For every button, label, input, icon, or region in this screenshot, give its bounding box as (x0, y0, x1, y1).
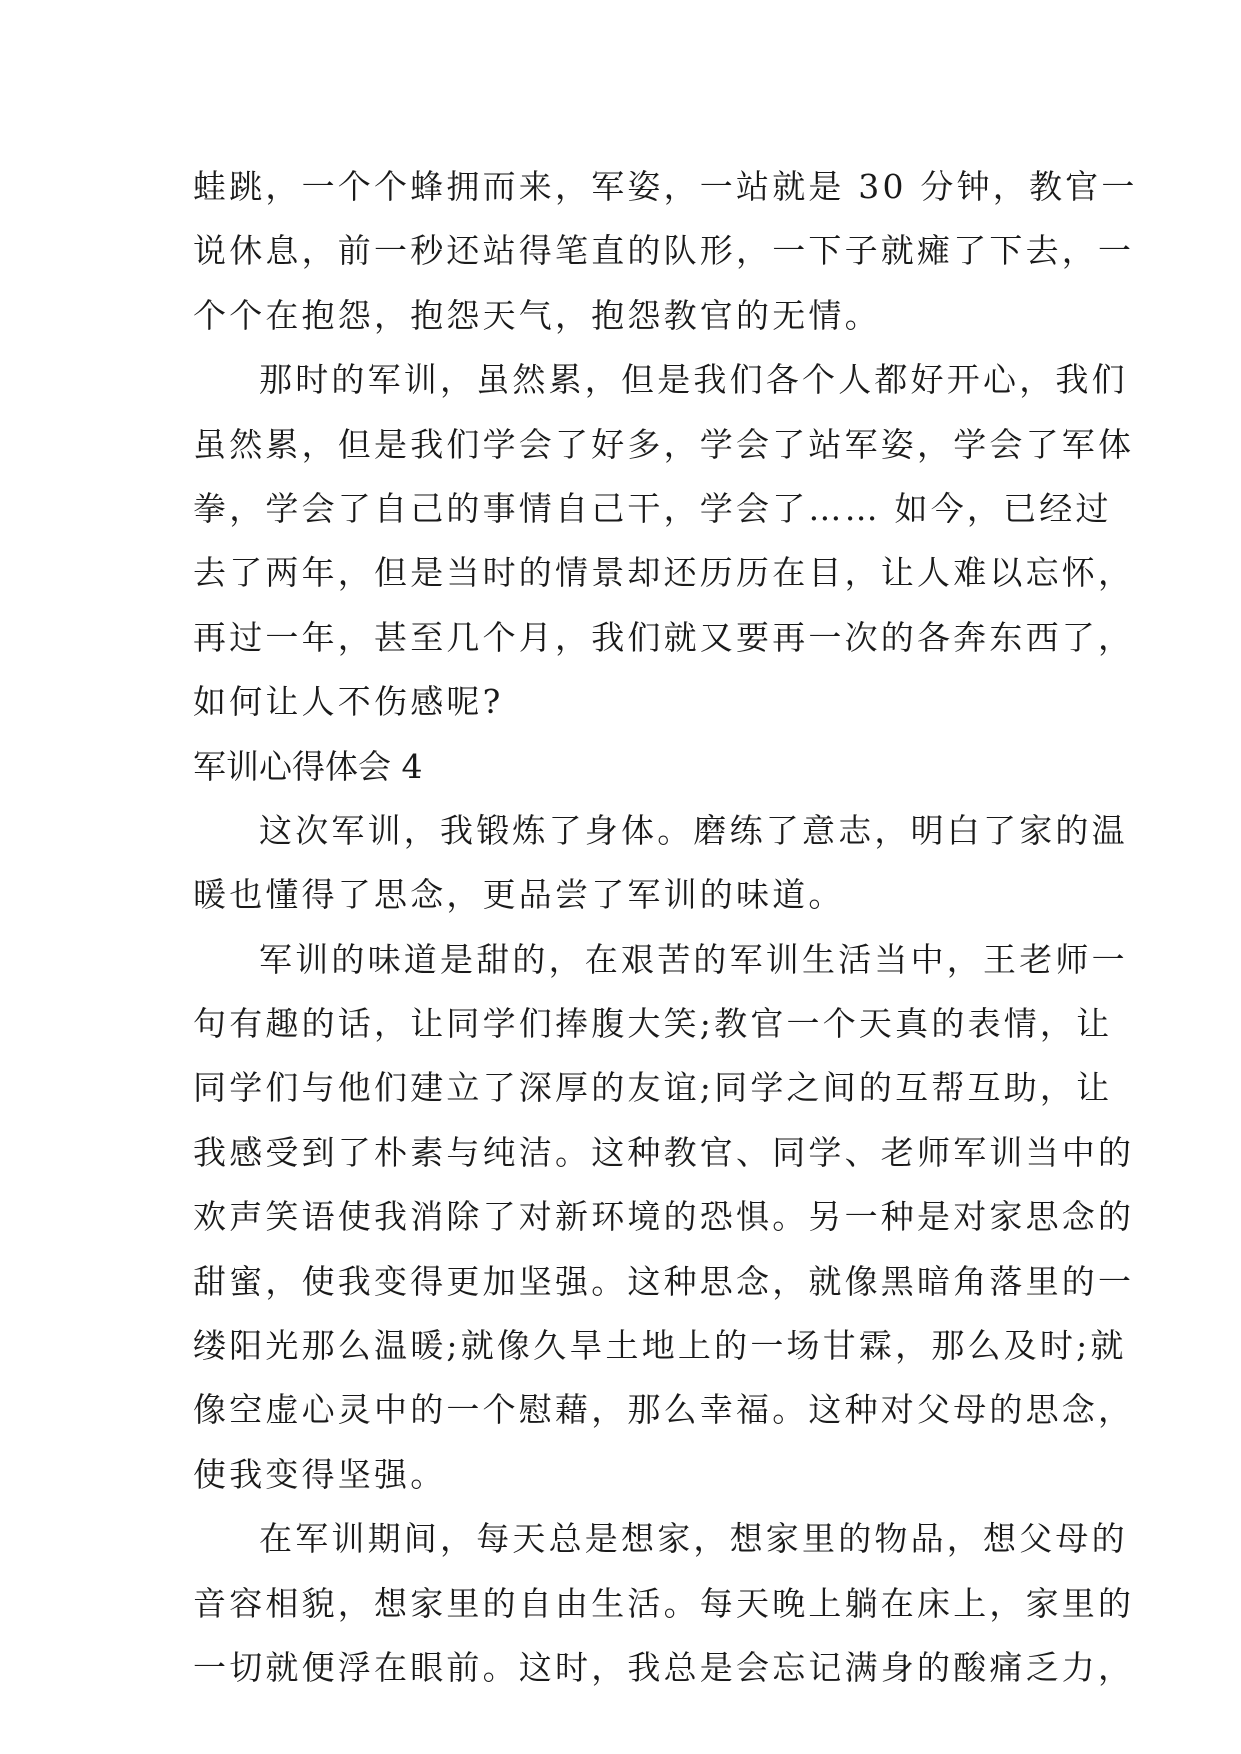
text-line: 同学们与他们建立了深厚的友谊;同学之间的互帮互助，让 (193, 1068, 1113, 1108)
paragraph (193, 1507, 1135, 1700)
text-line: 那时的军训，虽然累，但是我们各个人都好开心，我们 (259, 360, 1128, 400)
paragraph (193, 348, 1135, 734)
paragraph (193, 799, 1128, 928)
text-line: 音容相貌，想家里的自由生活。每天晚上躺在床上，家里的 (193, 1583, 1135, 1623)
text-line: 军训的味道是甜的，在艰苦的军训生活当中，王老师一 (259, 939, 1128, 979)
text-line: 一切就便浮在眼前。这时，我总是会忘记满身的酸痛乏力， (193, 1647, 1135, 1687)
text-line: 在军训期间，每天总是想家，想家里的物品，想父母的 (259, 1519, 1128, 1559)
text-line: 说休息，前一秒还站得笔直的队形，一下子就瘫了下去，一 (193, 231, 1135, 271)
text-line: 虽然累，但是我们学会了好多，学会了站军姿，学会了军体 (193, 424, 1135, 464)
document-body (193, 155, 1138, 1700)
paragraph (193, 155, 1138, 348)
text-line: 蛙跳，一个个蜂拥而来，军姿，一站就是 30 分钟，教官一 (193, 167, 1138, 206)
text-line: 拳，学会了自己的事情自己干，学会了…… 如今，已经过 (193, 488, 1112, 528)
text-line: 使我变得坚强。 (193, 1454, 447, 1494)
text-line: 句有趣的话，让同学们捧腹大笑;教官一个天真的表情，让 (193, 1004, 1113, 1044)
text-line: 个个在抱怨，抱怨天气，抱怨教官的无情。 (193, 295, 881, 335)
text-line: 如何让人不伤感呢? (193, 682, 504, 722)
section-heading (193, 735, 1073, 799)
text-line: 暖也懂得了思念，更品尝了军训的味道。 (193, 875, 845, 915)
text-line: 像空虚心灵中的一个慰藉，那么幸福。这种对父母的思念， (193, 1390, 1135, 1430)
text-line: 欢声笑语使我消除了对新环境的恐惧。另一种是对家思念的 (193, 1197, 1135, 1237)
text-line: 这次军训，我锻炼了身体。磨练了意志，明白了家的温 (259, 810, 1128, 850)
heading-text: 军训心得体会 4 (193, 746, 423, 786)
paragraph (193, 928, 1135, 1508)
text-line: 去了两年，但是当时的情景却还历历在目，让人难以忘怀， (193, 553, 1135, 593)
text-line: 缕阳光那么温暖;就像久旱土地上的一场甘霖，那么及时;就 (193, 1326, 1127, 1366)
text-line: 我感受到了朴素与纯洁。这种教官、同学、老师军训当中的 (193, 1132, 1135, 1172)
text-line: 甜蜜，使我变得更加坚强。这种思念，就像黑暗角落里的一 (193, 1261, 1135, 1301)
text-line: 再过一年，甚至几个月，我们就又要再一次的各奔东西了， (193, 617, 1135, 657)
